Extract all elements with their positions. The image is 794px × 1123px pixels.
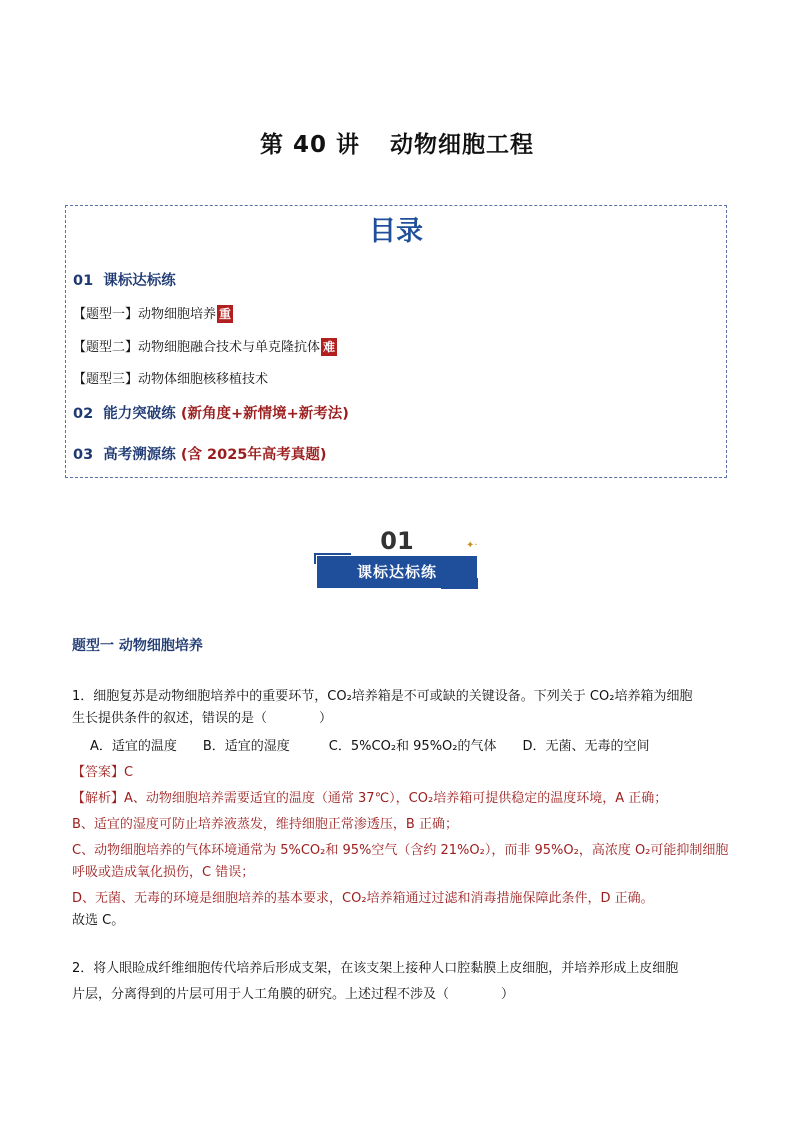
question-text: 片层，分离得到的片层可用于人工角膜的研究。上述过程不涉及（ ）	[72, 987, 515, 1002]
answer: 【答案】C	[72, 765, 134, 780]
sparkle-icon: ✦·	[466, 540, 478, 551]
importance-tag: 重	[219, 307, 232, 321]
analysis-line: D、无菌、无毒的环境是细胞培养的基本要求，CO₂培养箱通过过滤和消毒措施保障此条件，D 正确。	[72, 891, 654, 906]
section-badge: 课标达标练	[317, 556, 477, 588]
page-title	[0, 126, 794, 159]
toc-section-num: 03	[73, 447, 94, 463]
toc-item-2[interactable]	[73, 336, 337, 356]
question-type-heading: 题型一 动物细胞培养	[72, 638, 203, 654]
question-options: A．适宜的温度 B．适宜的湿度 C．5%CO₂和 95%O₂的气体 D．无菌、无毒的空间	[90, 739, 650, 754]
question-1	[72, 686, 732, 932]
toc-item-1[interactable]	[73, 303, 233, 323]
table-of-contents	[65, 205, 727, 478]
toc-section-extra: (新角度+新情境+新考法)	[180, 406, 349, 422]
toc-section-label: 高考溯源练	[103, 447, 176, 463]
question-text: 2．将人眼睑成纤维细胞传代培养后形成支架，在该支架上接种人口腔黏膜上皮细胞，并培养形成上皮细胞	[72, 961, 679, 976]
question-text: 生长提供条件的叙述，错误的是（ ）	[72, 711, 333, 726]
difficulty-tag: 难	[323, 340, 336, 354]
question-2	[72, 958, 732, 1006]
toc-item-text: 【题型一】动物细胞培养	[73, 307, 217, 322]
lecture-topic: 动物细胞工程	[390, 132, 535, 158]
toc-item-text: 【题型二】动物细胞融合技术与单克隆抗体	[73, 340, 321, 355]
question-text: 1．细胞复苏是动物细胞培养中的重要环节，CO₂培养箱是不可或缺的关键设备。下列关于 CO₂培养箱为细胞	[72, 689, 693, 704]
toc-section-num: 01	[73, 273, 94, 289]
toc-heading: 目录	[369, 216, 423, 247]
toc-section-01[interactable]	[73, 269, 176, 290]
analysis-line: B、适宜的湿度可防止培养液蒸发，维持细胞正常渗透压，B 正确；	[72, 817, 458, 832]
toc-item-text: 【题型三】动物体细胞核移植技术	[73, 372, 269, 387]
toc-section-02[interactable]	[73, 402, 349, 423]
toc-section-label: 课标达标练	[103, 273, 176, 289]
toc-section-num: 02	[73, 406, 94, 422]
analysis-conclusion: 故选 C。	[72, 913, 125, 928]
analysis-line: 呼吸或造成氧化损伤，C 错误；	[72, 865, 255, 880]
lecture-number: 第 40 讲	[259, 132, 361, 158]
analysis-line: C、动物细胞培养的气体环境通常为 5%CO₂和 95%空气（含约 21%O₂），而非 95%O₂，高浓度 O₂可能抑制细胞	[72, 843, 729, 858]
analysis-line: 【解析】A、动物细胞培养需要适宜的温度（通常 37℃），CO₂培养箱可提供稳定的温度环境，A 正确；	[72, 791, 668, 806]
toc-section-03[interactable]	[73, 443, 327, 464]
toc-section-extra: (含 2025年高考真题)	[180, 447, 327, 463]
toc-section-label: 能力突破练	[103, 406, 176, 422]
section-number: 01	[380, 527, 414, 555]
toc-item-3[interactable]	[73, 368, 268, 387]
